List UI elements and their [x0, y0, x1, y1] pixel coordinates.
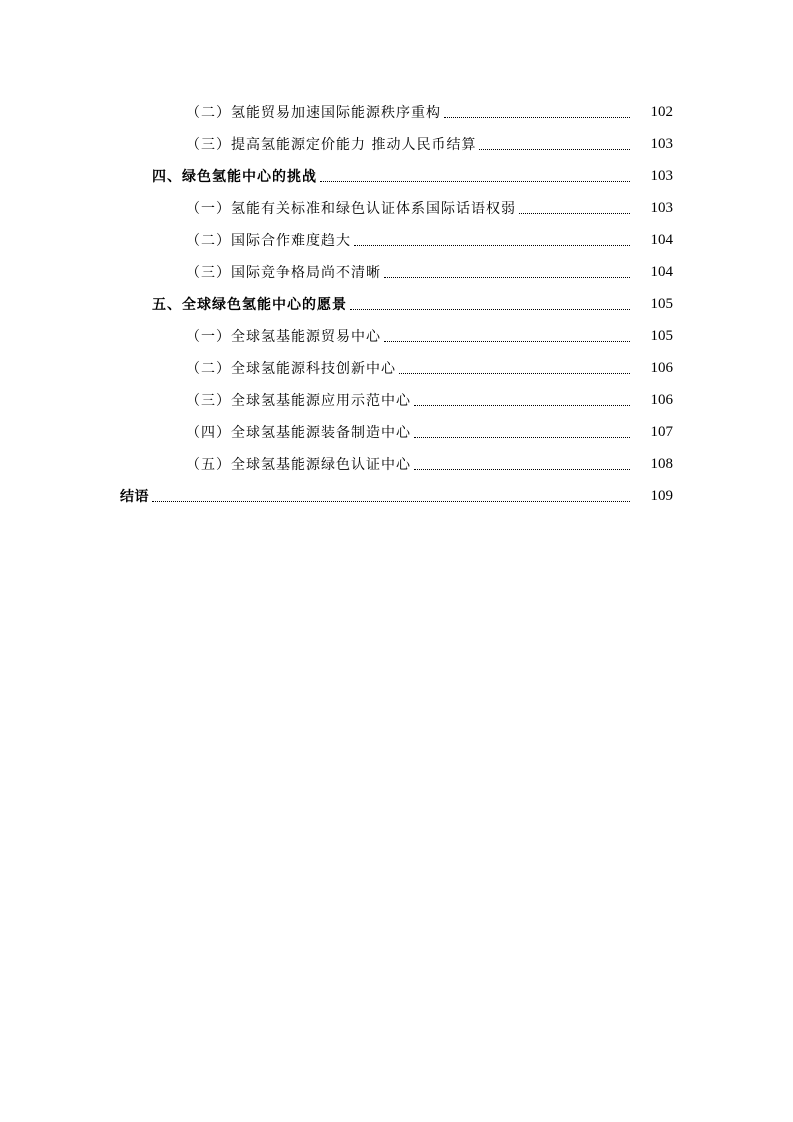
- toc-entry-title: （五）全球氢基能源绿色认证中心: [186, 457, 411, 473]
- toc-section-entry[interactable]: [0, 288, 793, 320]
- toc-entry-page: 106: [650, 391, 673, 408]
- dot-leader: [354, 231, 630, 246]
- dot-leader: [479, 135, 630, 150]
- dot-leader: [152, 487, 630, 502]
- toc-entry[interactable]: [0, 224, 793, 256]
- toc-entry-title: （一）全球氢基能源贸易中心: [186, 329, 381, 345]
- toc-entry-title: （二）国际合作难度趋大: [186, 233, 351, 249]
- toc-entry-page: 105: [650, 327, 673, 344]
- toc-entry-title: （三）提高氢能源定价能力 推动人民币结算: [186, 137, 477, 153]
- toc-chapter-entry[interactable]: [0, 480, 793, 512]
- toc-entry[interactable]: [0, 256, 793, 288]
- dot-leader: [399, 359, 630, 374]
- toc-entry[interactable]: [0, 352, 793, 384]
- dot-leader: [350, 295, 630, 310]
- toc-entry-page: 108: [650, 455, 673, 472]
- toc-entry-page: 106: [650, 359, 673, 376]
- dot-leader: [320, 167, 630, 182]
- dot-leader: [414, 455, 630, 470]
- dot-leader: [519, 199, 630, 214]
- toc-entry-title: （四）全球氢基能源装备制造中心: [186, 425, 411, 441]
- dot-leader: [384, 263, 630, 278]
- toc-entry-title: （二）全球氢能源科技创新中心: [186, 361, 396, 377]
- toc-entry-page: 104: [650, 231, 673, 248]
- toc-section-entry[interactable]: [0, 160, 793, 192]
- toc-entry[interactable]: [0, 320, 793, 352]
- toc-entry[interactable]: [0, 128, 793, 160]
- toc-entry-title: 五、全球绿色氢能中心的愿景: [152, 297, 347, 313]
- toc-entry[interactable]: [0, 448, 793, 480]
- toc-entry-page: 103: [650, 167, 673, 184]
- dot-leader: [414, 423, 630, 438]
- toc-entry-page: 107: [650, 423, 673, 440]
- toc-entry[interactable]: [0, 192, 793, 224]
- dot-leader: [444, 103, 630, 118]
- toc-entry-page: 105: [650, 295, 673, 312]
- dot-leader: [414, 391, 630, 406]
- toc-entry-page: 102: [650, 103, 673, 120]
- toc-entry[interactable]: [0, 384, 793, 416]
- toc-entry[interactable]: [0, 416, 793, 448]
- toc-entry-page: 103: [650, 135, 673, 152]
- toc-entry-page: 109: [650, 487, 673, 504]
- toc-entry-title: （一）氢能有关标准和绿色认证体系国际话语权弱: [186, 201, 516, 217]
- toc-entry-title: （三）全球氢基能源应用示范中心: [186, 393, 411, 409]
- toc-entry-title: 结语: [120, 489, 149, 505]
- toc-entry-page: 104: [650, 263, 673, 280]
- table-of-contents: [0, 96, 793, 512]
- toc-entry-title: 四、绿色氢能中心的挑战: [152, 169, 317, 185]
- toc-entry[interactable]: [0, 96, 793, 128]
- toc-entry-title: （二）氢能贸易加速国际能源秩序重构: [186, 105, 441, 121]
- toc-entry-page: 103: [650, 199, 673, 216]
- dot-leader: [384, 327, 630, 342]
- toc-entry-title: （三）国际竞争格局尚不清晰: [186, 265, 381, 281]
